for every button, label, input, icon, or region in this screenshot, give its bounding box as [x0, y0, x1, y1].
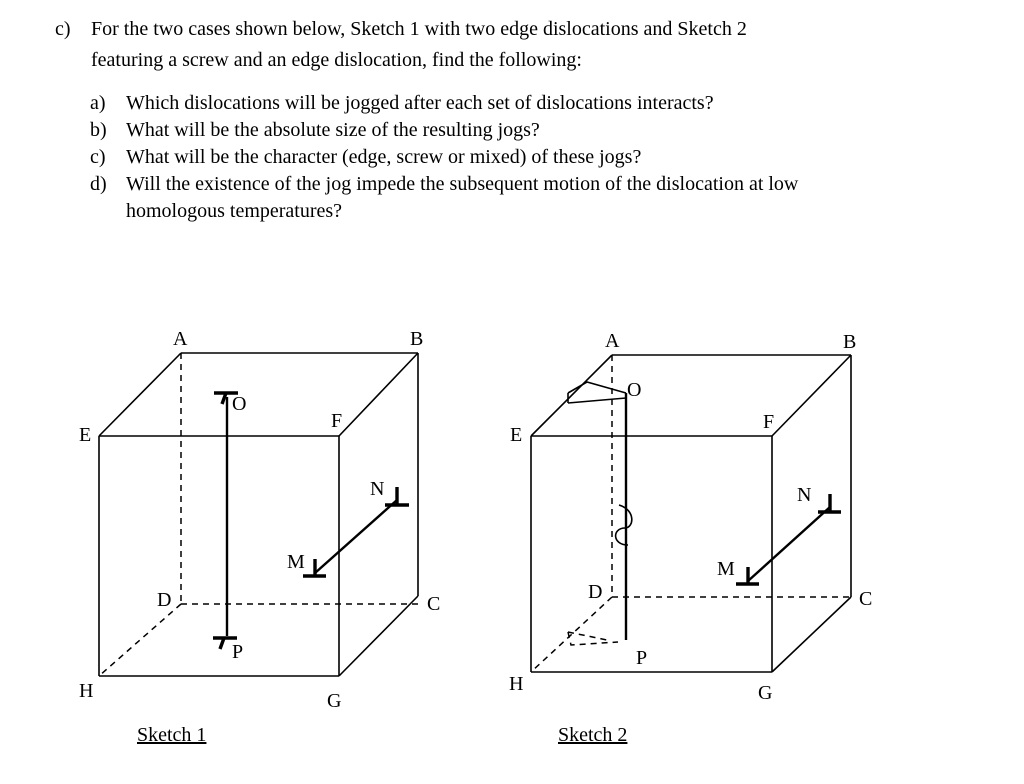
item-c-text: What will be the character (edge, screw or mixed) of these jogs? — [126, 146, 642, 168]
s1-point-n: N — [370, 478, 385, 500]
s2-point-m: M — [717, 558, 735, 580]
s2-vertex-h: H — [509, 673, 524, 695]
s1-point-o: O — [232, 393, 247, 415]
s2-vertex-f: F — [763, 411, 775, 433]
s2-vertex-b: B — [843, 331, 857, 353]
sketch2-screw-dislocation — [568, 382, 632, 645]
sketch2-edge-dislocation-mn — [736, 494, 841, 584]
s2-vertex-e: E — [510, 424, 523, 446]
s2-point-o: O — [627, 379, 642, 401]
item-a-label: a) — [90, 92, 106, 114]
sketch1-cube — [99, 353, 418, 676]
sketch2 — [509, 330, 872, 746]
sketch1-dislocation-mn — [303, 487, 409, 576]
s2-point-p: P — [636, 647, 648, 669]
s1-vertex-b: B — [410, 328, 424, 350]
item-d-label: d) — [90, 173, 107, 195]
sketch2-caption: Sketch 2 — [558, 724, 628, 746]
question-label: c) — [55, 18, 71, 40]
item-b-label: b) — [90, 119, 107, 141]
s1-vertex-d: D — [157, 589, 172, 611]
question-intro-line2: featuring a screw and an edge dislocation, find the following: — [91, 49, 582, 71]
s2-vertex-a: A — [605, 330, 620, 352]
sketch1-dislocation-op — [213, 393, 238, 649]
s1-vertex-a: A — [173, 328, 188, 350]
s2-point-n: N — [797, 484, 812, 506]
s2-vertex-g: G — [758, 682, 773, 704]
s1-vertex-e: E — [79, 424, 92, 446]
s1-vertex-f: F — [331, 410, 343, 432]
item-a-text: Which dislocations will be jogged after each set of dislocations interacts? — [126, 92, 714, 114]
s2-vertex-d: D — [588, 581, 603, 603]
s2-vertex-c: C — [859, 588, 873, 610]
item-c-label: c) — [90, 146, 106, 168]
s1-point-p: P — [232, 641, 244, 663]
item-b-text: What will be the absolute size of the resulting jogs? — [126, 119, 540, 141]
s1-vertex-c: C — [427, 593, 441, 615]
question-intro-line1: For the two cases shown below, Sketch 1 with two edge dislocations and Sketch 2 — [91, 18, 747, 40]
item-d-text-continued: homologous temperatures? — [126, 200, 343, 222]
s1-vertex-g: G — [327, 690, 342, 712]
s1-point-m: M — [287, 551, 305, 573]
sketch1-caption: Sketch 1 — [137, 724, 207, 746]
sketch1 — [79, 328, 440, 746]
item-d-text: Will the existence of the jog impede the subsequent motion of the dislocation at low — [126, 173, 799, 195]
s1-vertex-h: H — [79, 680, 94, 702]
